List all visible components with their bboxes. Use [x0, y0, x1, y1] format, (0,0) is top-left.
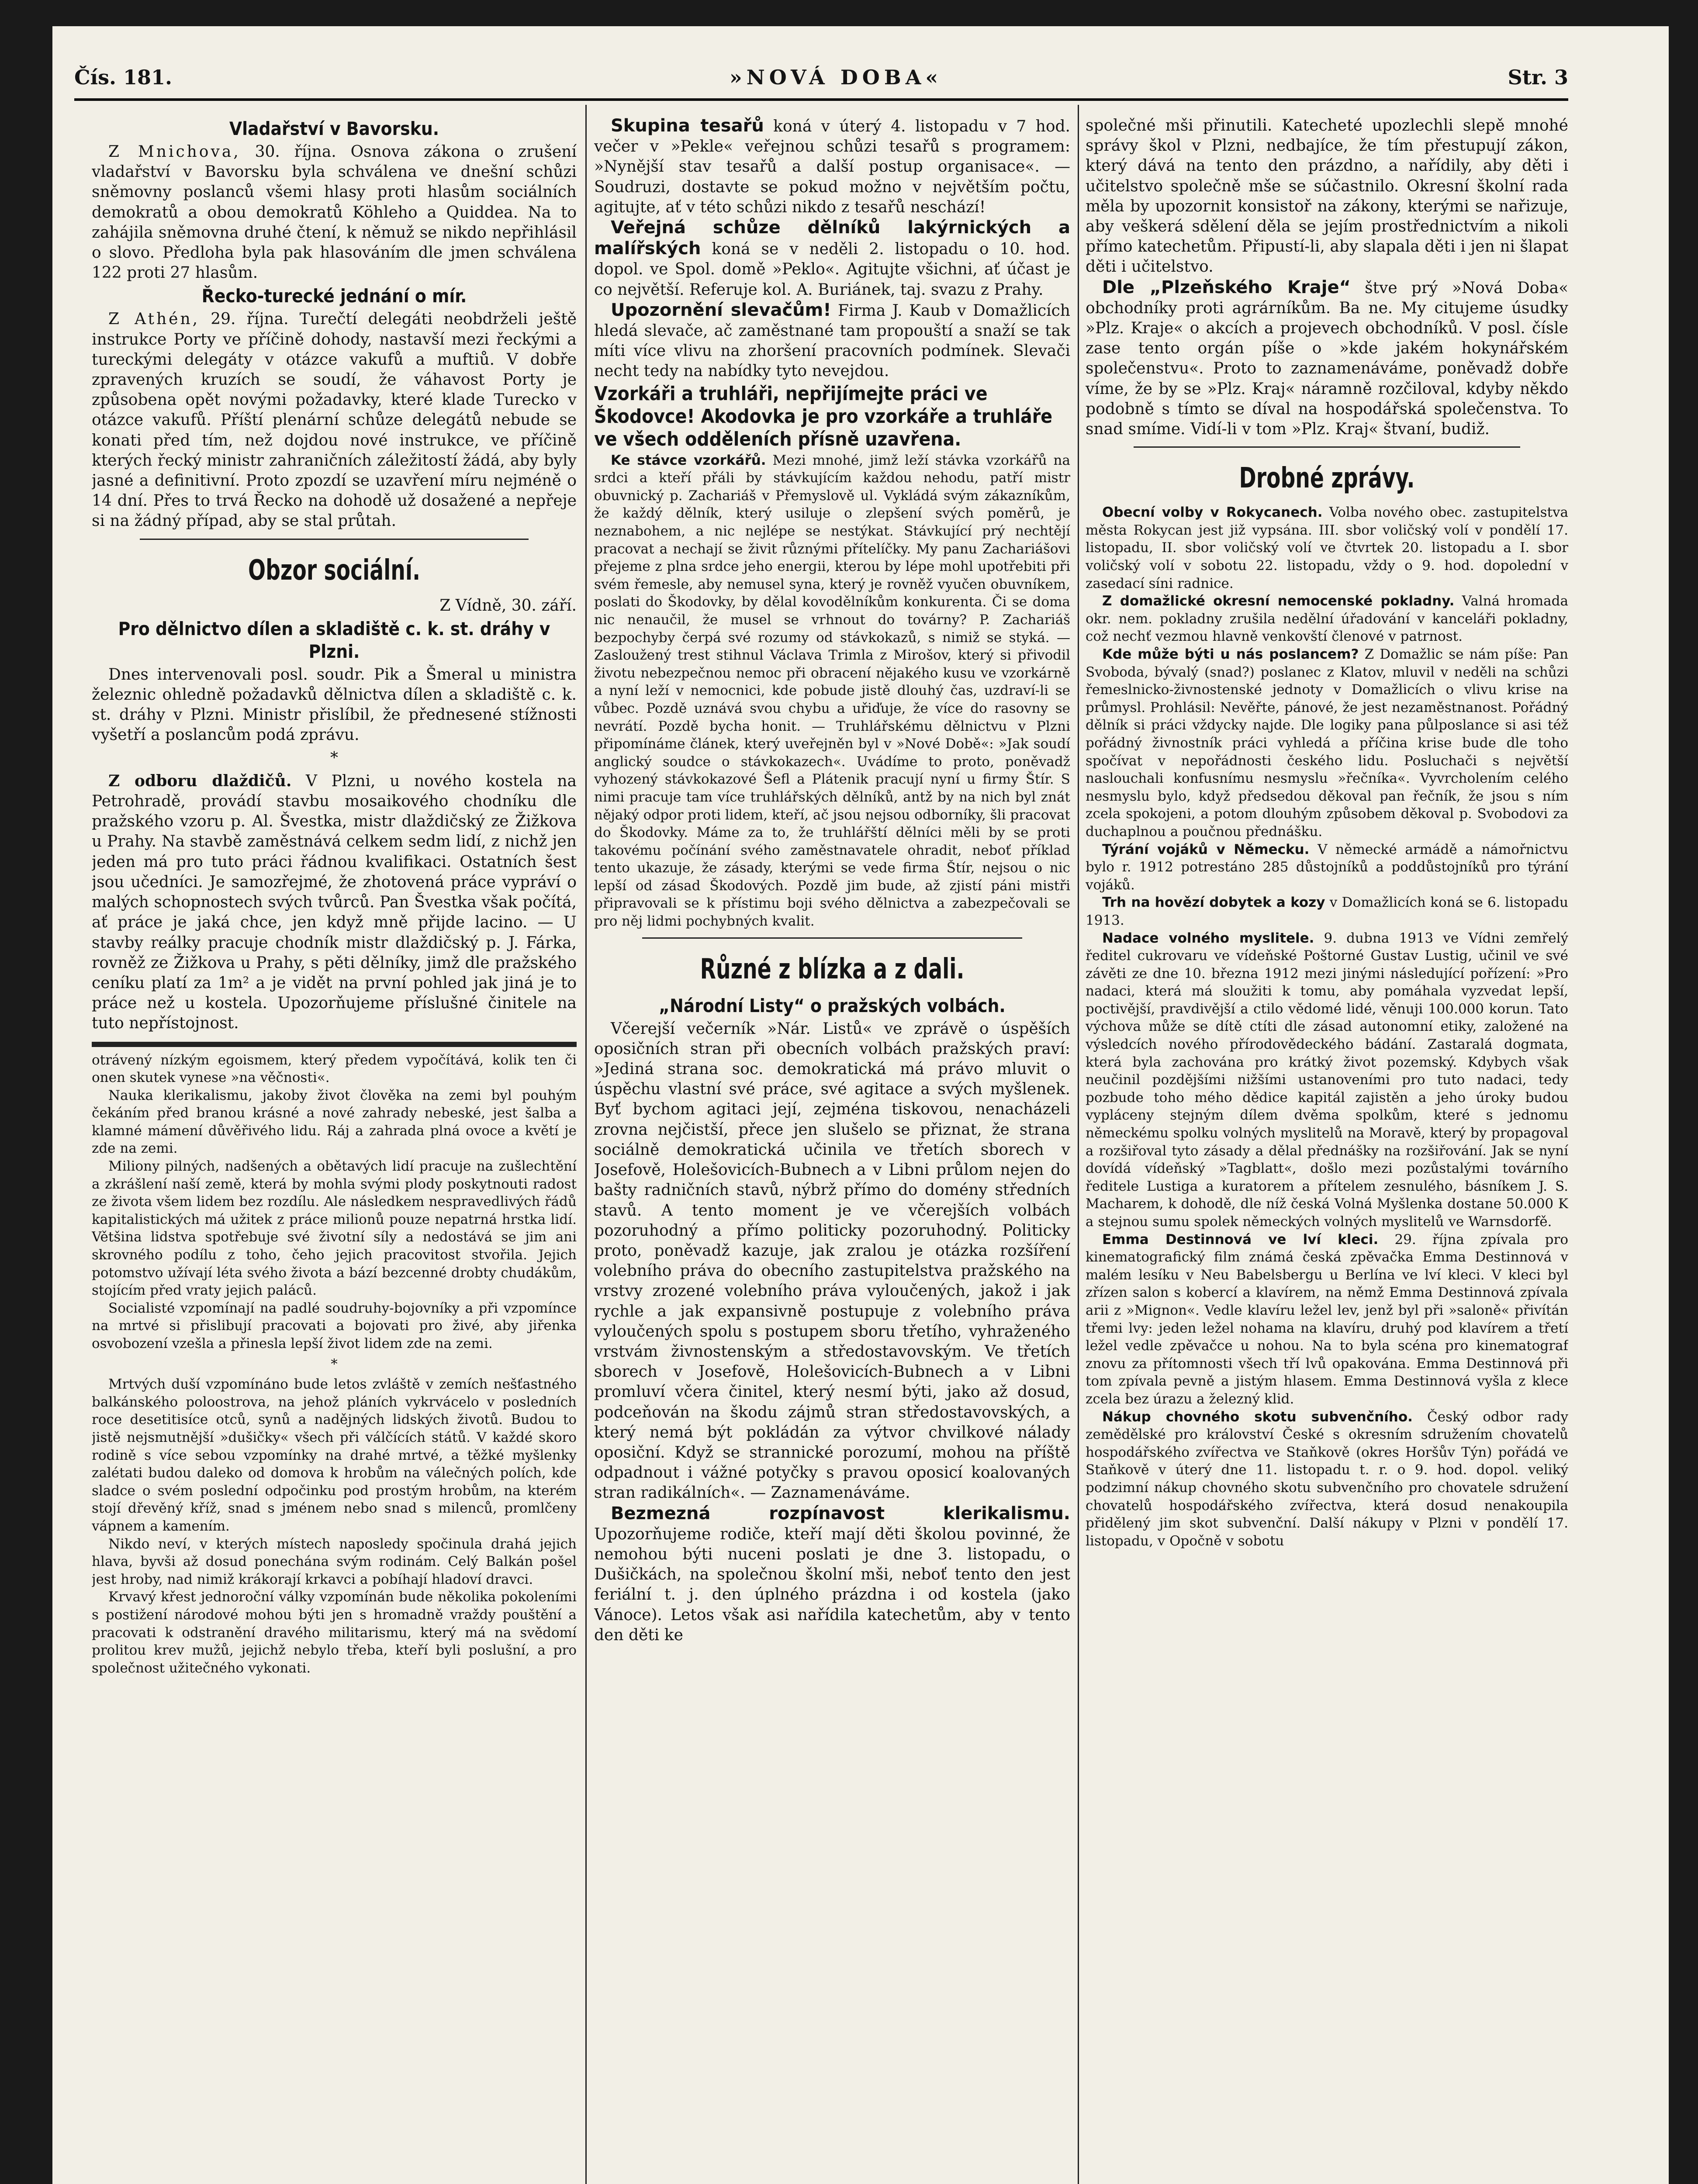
brief-cattle-market: Trh na hovězí dobytek a kozy v Domažlicích koná se 6. listopadu 1913. — [1086, 895, 1568, 928]
column-2 — [594, 116, 1070, 2184]
feuilleton-rule — [92, 1042, 577, 1047]
separator-star: * — [331, 1356, 338, 1372]
article-clericalism-continued: společné mši přinutili. Katecheté upozlechli slepě mnohé správy škol v Plzni, nedbajíce, že tím přestupují zákon, který dává na tento den prázdno, a nařídily, aby děti i učitelstvo společně mše se súčastnilo. Okresní školní rada měla by upozornit konsistoř na zákony, kterými se nařizuje, aby veškerá sdělení děla se jejím prostřednictvím a nikoli přímo katechetům. Připustí-li, aby slapala děti i jen ni šlapat děti i učitelstvo. — [1086, 117, 1568, 276]
article-greece-turkey: Z Athén, 29. října. Turečtí delegáti neobdrželi ještě instrukce Porty ve příčině dohody, nastavší mezi řeckými a tureckými delegáty v otázce vakufů a muftiů. V dobře zpravených kruzích se soudí, že váhavost Porty je způsobena opět novými požadavky, které klade Turecko v otázce vakufů. Příští plenární schůze delegátů nebude se konati před tím, než dojdou nové instrukce, ve příčině kterých řecký ministr zahraničních záležitostí žádá, aby byly jasné a definitivní. Proto zpozdí se uzavření míru nejméně o 14 dní. Přes to trvá Řecko na dohodě už dosažené a nepřeje si na žádný případ, aby se stal průtah. — [92, 310, 577, 530]
heading-woodworkers-warning: Vzorkáři a truhláři, nepřijímejte práci ve Škodovce! Akodovka je pro vzorkáře a truhláře ve všech odděleních přísně uzavřena. — [594, 382, 1053, 450]
heading-obzor-socialni: Obzor sociální. — [248, 554, 421, 587]
news-briefs — [1086, 504, 1568, 1550]
notice-foundry-workers: Upozornění slevačům! Firma J. Kaub v Domažlicích hledá slevače, ač zaměstnané tam propouští a snaží se tak míti více vlivu na zhoršení pracovních podmínek. Slevači necht tedy na nabídky tyto nevejdou. — [594, 300, 1070, 380]
brief-deputy: Kde může býti u nás poslancem? Z Domažlic se nám píše: Pan Svoboda, bývalý (snad?) poslanec z Klatov, mluvil v neděli na schůzi řemeslnicko-živnostenské jednoty v Domažlicích o vlivu krise na průmysl. Prohlásil: Nevěřte, pánové, že jest nezaměstnanost. Pořádný dělník si práci vždycky najde. Dle logiky pana půlposlance si asi též pořádný živnostník práci vyhledá a příčina krise bude dle toho spočívat v nepořádnosti českého lidu. Posluchači s největší naslouchali konfusnímu nesmyslu »řečníka«. Vyvrcholením celého nesmyslu bylo, když předsedou děkoval pan řečník, že jsou s ním zcela spokojeni, a potom dlouhým způsobem děkoval p. Svobodovi za duchaplnou a poučnou přednášku. — [1086, 646, 1568, 840]
heading-bavaria: Vladařství v Bavorsku. — [229, 118, 439, 139]
header-rule — [74, 98, 1568, 101]
article-pattern-makers-strike: Ke stávce vzorkářů. Mezi mnohé, jimž leží stávka vzorkářů na srdci a kteří přáli by stávkujícím každou nehodu, patří mistr obuvnický p. Zachariáš v Přemyslově ul. Vykládá svým zákazníkům, že každý dělník, který usiluje o zlepšení svých poměrů, je neznabohem, a nic nejlépe se nestýkat. Stávkující prý nechtějí pracovat a nechají se živit různými přítelíčky. My panu Zachariášovi přejeme z plna srdce jeho energii, kterou by lépe mohl upotřebiti při svém řemesle, aby nemusel syna, který je rovněž vyučen obuvníkem, poslati do Škodovky, by dělal kovodělníkům konkurenta. Či se doma nic nenaučil, že musel se vrhnout do továrny? P. Zachariáš bezpochyby čerpá své rozumy od stávkokazů, s nimiž se styká. — Zasloužený trest stihnul Václava Trimla z Mirošov, který si přivodil životu nebezpečnou nemoc při obracení nějakého kusu ve vzorkárně a nyní leží v nemocnici, kde pobude jistě dlouhý čas, uzdraví-li se vůbec. Pozdě uznává svou chybu a uřiďuje, že více do rasovny se nevrátí. Pozdě bycha honit. — Truhlářskému dělnictvu v Plzni připomínáme článek, který uveřejněn byl v »Nové Době«: »Jak soudí anglický soudce o stávkokazech«. Uvádíme to proto, poněvadž vyhozený stávkokazové Šefl a Plátenik pracují nyní u firmy Štír. S nimi pracuje tam více truhlářských dělníků, antž by na nich byl znát nějaký odpor proti lidem, kteří, ač jsou nejsou odborníky, šli pracovat do Škodovky. Máme za to, že truhlářští dělníci měli by se proti takovému počínání svého zaměstnavatele ohradit, neboť příklad tento ukazuje, že zásady, kterými se vede firma Štír, nejsou o nic lepší od zásad Škodových. Pozdě jim bude, až zjistí páni mistři připravovali se k přístimu boji svého dělnictva a zabezpečovali se pro něj lidmi pochybných kvalit. — [594, 452, 1070, 930]
article-prague-elections: Včerejší večerník »Nár. Listů« ve zprávě o úspěších oposičních stran při obecních volbách pražských praví: »Jediná strana soc. demokratická má právo mluvit o úspěchu vlastní své práce, své agitace a svých myšlenek. Byť bychom agitaci její, zejména tiskovou, nenacházeli zrovna nejčistší, přece jen slušelo se přiznat, že strana sociálně demokratická učinila ve třetích sborech v Josefově, Holešovicích-Bubnech a v Libni průlom nejen do bašty radničních stavů, nýbrž přímo do domény středních stavů. A tento moment je ve včerejších volbách pozoruhodný a přímo politicky pozoruhodný. Politicky proto, poněvadž kazuje, jak zralou je otázka rozšíření volebního práva do obecního zastupitelstva pražského na vrstvy zrozené volebního práva vyloučených, jakož i jak rychle a jak expansivně postupuje z volebního práva vyloučených spolu s postupem sboru třetího, vyhraženého vrstvám živnostenským a středostavovským. Ve třetích sborech v Josefově, Holešovicích-Bubnech a v Libni promluví včera činitel, který nesmí býti, jako až dosud, podceňován na škodu zájmů stran středostavovských, a který nemá být pokládán za výtvor chvilkové nálady oposiční. Když se strannické porozumí, mohou na příště odpadnout i vážné potyčky s pravou oposicí koalovaných stran radikálních«. — Zaznamenáváme. — [594, 1019, 1070, 1502]
page-header — [74, 66, 1568, 96]
article-railway-workers: Dnes intervenovali posl. soudr. Pik a Šmeral u ministra železnic ohledně požadavků dělnictva dílen a skladiště c. k. st. dráhy v Plzni. Ministr přislíbil, že přednesené stížnosti vyšetří a poslancům podá zprávu. — [92, 665, 577, 744]
dateline-vienna: Z Vídně, 30. září. — [439, 596, 577, 615]
dateline: Z Mnichova, — [108, 143, 241, 161]
brief-domazlice-fund: Z domažlické okresní nemocenské pokladny. Valná hromada okr. nem. pokladny zrušila nedělní úřadování v kanceláři pokladny, což nechť vezmou hlavně venkovští členové v patrnost. — [1086, 593, 1568, 645]
issue-number: Čís. 181. — [74, 66, 173, 89]
brief-rokycany-elections: Obecní volby v Rokycanech. Volba nového obec. zastupitelstva města Rokycan jest již vypsána. III. sbor voličský volí v pondělí 17. listopadu, II. sbor voličský volí ve čtvrtek 20. listopadu a I. sbor voličský volí v sobotu 22. listopadu, vždy o 9. hod. dopolední v zasedací síni radnice. — [1086, 505, 1568, 591]
page-number: Str. 3 — [1508, 66, 1568, 89]
brief-soldiers: Týrání vojáků v Německu. V německé armádě a námořnictvu bylo r. 1912 potrestáno 285 důstojníků a poddůstojníků pro týrání vojáků. — [1086, 841, 1568, 893]
column-divider-1 — [585, 105, 587, 2184]
article-clericalism: Bezmezná rozpínavost klerikalismu. Upozorňujeme rodiče, kteří mají děti školou povinné, že nemohou býti nuceni poslati je dne 3. listopadu, o Dušičkách, na společnou školní mši, neboť tento den jest feriální t. j. den úplného prázdna i od kostela (jako Vánoce). Letos však asi nařídila katechetům, aby v tento den děti ke — [594, 1503, 1070, 1644]
column-3 — [1086, 116, 1568, 2184]
article-bavaria: Z Mnichova, 30. října. Osnova zákona o zrušení vladařství v Bavorsku byla schválena ve dnešní schůzi sněmovny poslanců všemi hlasy proti hlasům sociálních demokratů a obou demokratů Köhleho a Quiddea. Na to zahájila sněmovna druhé čtení, k němuž se nikdo nepřihlásil o slovo. Předloha byla pak hlasováním dle jmen schválena 122 proti 27 hlasům. — [92, 143, 577, 282]
section-divider — [140, 539, 529, 540]
section-divider — [642, 937, 1022, 939]
article-pavers: Z odboru dlaždičů. V Plzni, u nového kostela na Petrohradě, provádí stavbu mosaikového chodníku dle pražského vzoru p. Al. Švestka, mistr dlaždičský ze Žižkova u Prahy. Na stavbě zaměstnává celkem sedm lidí, z nichž jen jeden má pro tuto práci řádnou kvalifikaci. Ostatních šest jsou učedníci. Je samozřejmé, že zhotovená práce vypráví o malých schopnostech svých tvůrců. Pan Švestka však počítá, ať práce je jaká chce, jen když mně přijde lacino. — U stavby reálky pracuje chodník mistr dlaždičský p. J. Fárka, rovněž ze Žižkova u Prahy, s pěti dělníky, jimž dle pražského ceníku platí za 1m² a je vidět na první pohled jak jiná je to práce než u kostela. Upozorňujeme příslušné činitele na tuto nepřístojnost. — [92, 771, 577, 1033]
heading-greece-turkey: Řecko-turecké jednání o mír. — [201, 285, 467, 307]
section-divider — [1134, 446, 1520, 448]
heading-railway-workers: Pro dělnictvo dílen a skladiště c. k. st. dráhy v Plzni. — [118, 618, 550, 662]
column-1 — [92, 116, 577, 2184]
notice-carpenters: Skupina tesařů koná v úterý 4. listopadu v 7 hod. večer v »Pekle« veřejnou schůzi tesařů s programem: »Nynější stav tesařů a další postup organisace«. — Soudruzi, dostavte se pokud možno v největším počtu, agitujte, ať v této schůzi nikdo z tesařů neschází! — [594, 116, 1070, 216]
article-plzensky-kraj: Dle „Plzeňského Kraje“ štve prý »Nová Doba« obchodníky proti agrárníkům. Ba ne. My citujeme úsudky »Plz. Kraje« o akcích a projevech obchodníků. V posl. čísle zase tento orgán píše o »kde jakém hokynářském společenstvu«. Proto to zaznamenáváme, poněvadž dobře víme, že by se »Plz. Kraj« náramně rozčiloval, kdyby někdo podobně s tímto se díval na hospodářská společenstva. To snad smíme. Vidí-li v tom »Plz. Kraj« štvaní, budiž. — [1086, 277, 1568, 439]
brief-destinnova: Emma Destinnová ve lví kleci. 29. října zpívala pro kinematografický film známá česká zpěvačka Emma Destinnová v malém lesíku v Neu Babelsbergu u Berlína ve lví kleci. V kleci byl zřízen salon s kobercí a klavírem, na němž Emma Destinnová zpívala arii z »Mignon«. Vedle klavíru ležel lev, jenž byl při »saloně« přivítán třemi lvy: jeden ležel nohama na klavíru, druhý pod klavírem a třetí ležel vedle zpěvačce u nohou. Na to byla scéna pro kinematograf znovu za přítomnosti všech tří lvů opakována. Emma Destinnová při tom zpívala pevně a jistým hlasem. Emma Destinnová vyšla z klece zcela bez úrazu a železný klid. — [1086, 1231, 1568, 1407]
heading-drobne-zpravy: Drobné zprávy. — [1239, 462, 1415, 495]
heading-ruzne: Různé z blízka a z dali. — [700, 953, 965, 985]
heading-narodni-listy: „Národní Listy“ o pražských volbách. — [659, 995, 1006, 1016]
separator-star: * — [330, 749, 338, 767]
masthead-title: »NOVÁ DOBA« — [730, 66, 943, 89]
continuation-text: otrávený nízkým egoismem, který předem vypočítává, kolik ten či onen skutek vynese »na věčnosti«. Nauka klerikalismu, jakoby život člověka na zemi byl pouhým čekáním před branou krásné a nové zahrady nebeské, jest šalba a klamné mámení důvěřivého lidu. Ráj a zahrada plná ovoce a květí je zde na zemi. Miliony pilných, nadšených a obětavých lidí pracuje na zušlechtění a zkrášlení naší země, která by mohla svými plody poskytnouti radost ze života všem lidem bez rozdílu. Ale následkem nespravedlivých řádů kapitalistických má užitek z práce milionů pouze nepatrná hrstka lidí. Většina lidstva spotřebuje své životní síly a nedostává se jim ani skrovného podílu z toho, čeho jejich pracovitost stvořila. Jejich potomstvo užívají léta svého života a bází bezcenné drobty chudákům, stojícím před vraty jejich paláců. Socialisté vzpomínají na padlé soudruhy-bojovníky a při vzpomínce na mrtvé si přislibují pracovati a bojovati pro živé, aby jiřenka osvobození vzešla a přinesla lepší život lidem zde na zemi. * Mrtvých duší vzpomínáno bude letos zvláště v zemích nešťastného balkánského poloostrova, na jehož pláních vykrvácelo v posledních roce desetitisíce otců, synů a nadějných lidských životů. Budou to jistě nejsmutnější »dušičky« všech při válčících států. V každé skoro rodině s více sebou vzpomínky na drahé mrtvé, a těžké myšlenky zalétati budou daleko od domova k hrobům na válečných polích, kde sladce o svém poslední odpočinku pod prostým hrobům, na kterém stojí dřevěný kříž, snad s jménem nebo snad s milenců, promlčeny vápnem a kamením. Nikdo neví, v kterých místech naposledy spočinula drahá jejich hlava, byvši až dosud ponechána svým rodinám. Celý Balkán pošel jest hroby, nad nimiž krákorají krkavci a pobíhají hladoví dravci. Krvavý křest jednoroční války vzpomínán bude několika pokoleními s postižení národové mohou býti jen s hromadně vraždy pouštění a pracovati k odstranění dravého militarismu, který má na svědomí prolitou krev mužů, jejichž nebylo třeba, kteří byli poslušní, a pro společnost užitečného vykonati. — [92, 1052, 577, 1676]
column-divider-2 — [1078, 105, 1079, 2184]
dateline: Z Athén, — [108, 310, 200, 328]
brief-cattle-purchase: Nákup chovného skotu subvenčního. Český odbor rady zemědělské pro království České s okresním sdružením chovatelů hospodářského zvířectva ve Staňkově (okres Horšův Týn) pořádá ve Staňkově v úterý dne 11. listopadu t. r. o 9. hod. dopol. veliký podzimní nákup chovného skotu subvenčního pro chovatele sdružení chovatelů hospodářského zvířectva, která dosud nenakoupila přidělený jim skot subvenční. Další nákupy v Plzni v pondělí 17. listopadu, v Opočně v sobotu — [1086, 1409, 1568, 1549]
notice-painters-meeting: Veřejná schůze dělníků lakýrnických a malířských koná se v neděli 2. listopadu o 10. hod. dopol. ve Spol. domě »Peklo«. Agitujte všichni, ať účast je co největší. Referuje kol. A. Buriánek, taj. svazu z Prahy. — [594, 218, 1070, 299]
brief-freethinker-foundation: Nadace volného myslitele. 9. dubna 1913 ve Vídni zemřelý ředitel cukrovaru ve vídeňské Poštorné Gustav Lustig, učinil ve své závěti ze dne 10. března 1912 mezi jinými následující pořízení: »Pro nadaci, která má sloužiti k tomu, aby pomáhala vyzvedat lepší, poctivější, pravdivější a ctilo vědomé lidé, věnuji 100.000 korun. Tato výchova může se dítě ctíti dle zásad autonomní etiky, založené na výsledcích nového přírodovědeckého bádání. Zastaralá dogmata, která byla zachována pro krátký život pozemský. Kdybych však neučinil pozdějšími nižšími ustanoveními pro tuto nadaci, tedy pozbude toho mého dědice kapitál zajistěn a jeho úroky budou vypláceny stejným dílem dvěma spolkům, které s jednomu německému spolku volných myslitelů na Moravě, který by propagoval a rozšiřoval tyto zásady a dělal přednášky na rozšiřování. Jak se nyní dovídá vídeňský »Tagblatt«, došlo mezi pozůstalými továrního ředitele Lustiga a kuratorem a přítelem zesnulého, básníkem J. S. Macharem, k dohodě, dle níž česká Volná Myšlenka dostane 50.000 K a stejnou sumu spolek německých volných myslitelů ve Warnsdorfě. — [1086, 930, 1568, 1230]
